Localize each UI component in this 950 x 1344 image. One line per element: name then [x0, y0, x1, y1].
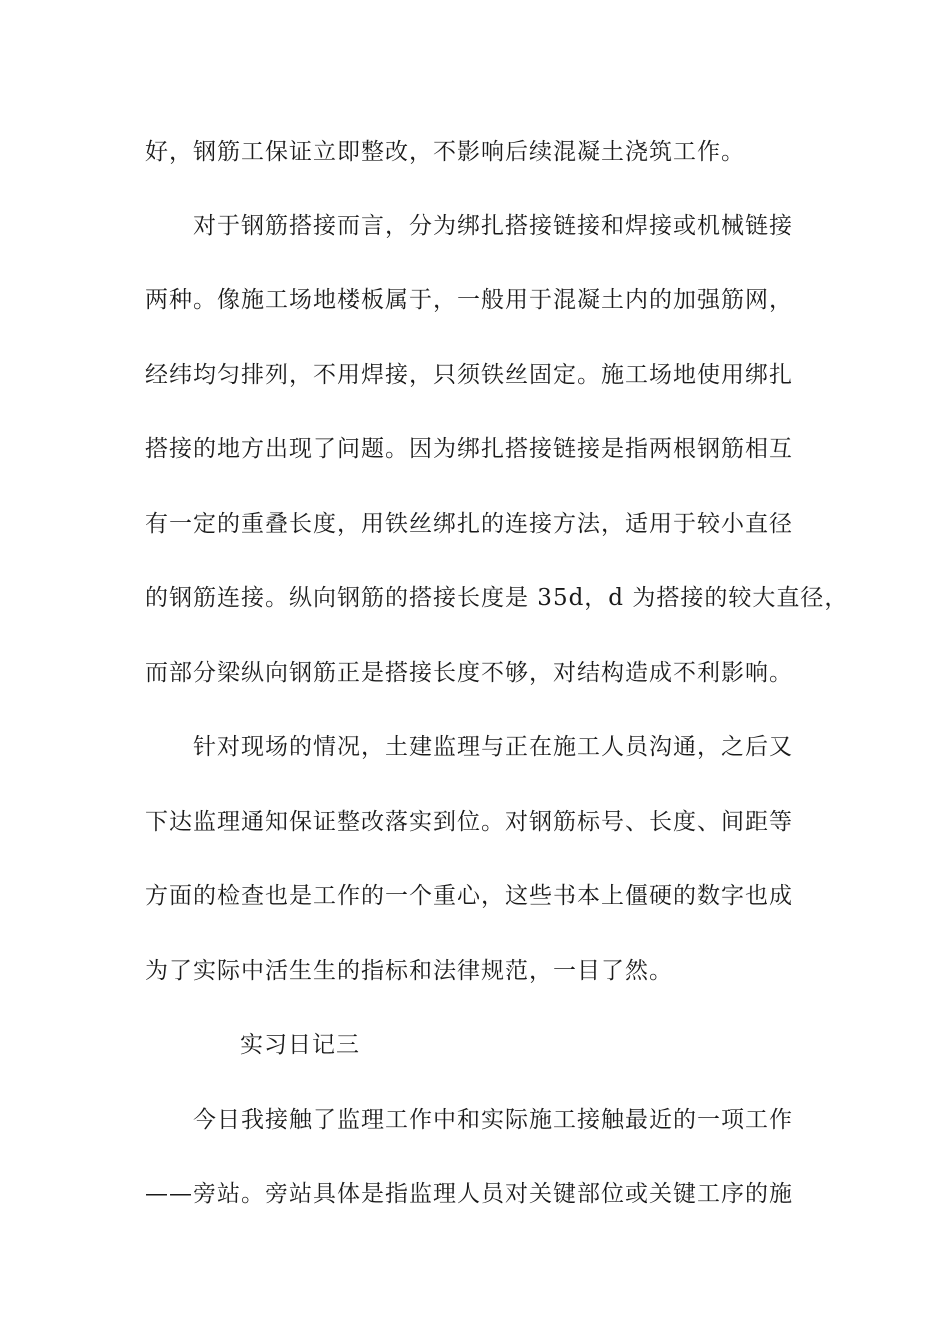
- paragraph-line: 有一定的重叠长度，用铁丝绑扎的连接方法，适用于较小直径: [145, 511, 793, 537]
- paragraph-line: 对于钢筋搭接而言，分为绑扎搭接链接和焊接或机械链接: [193, 213, 793, 239]
- paragraph-line: 针对现场的情况，土建监理与正在施工人员沟通，之后又: [193, 734, 793, 760]
- paragraph-line: 的钢筋连接。纵向钢筋的搭接长度是 35d，d 为搭接的较大直径，: [145, 585, 849, 611]
- paragraph-line: 而部分梁纵向钢筋正是搭接长度不够，对结构造成不利影响。: [145, 660, 793, 686]
- paragraph-line: 为了实际中活生生的指标和法律规范，一目了然。: [145, 958, 673, 984]
- paragraph-line: ——旁站。旁站具体是指监理人员对关键部位或关键工序的施: [145, 1181, 793, 1207]
- paragraph-line: 下达监理通知保证整改落实到位。对钢筋标号、长度、间距等: [145, 809, 793, 835]
- paragraph-line: 今日我接触了监理工作中和实际施工接触最近的一项工作: [193, 1107, 793, 1133]
- paragraph-line: 两种。像施工场地楼板属于，一般用于混凝土内的加强筋网，: [145, 287, 793, 313]
- paragraph-line: 经纬均匀排列，不用焊接，只须铁丝固定。施工场地使用绑扎: [145, 362, 793, 388]
- section-heading: 实习日记三: [240, 1032, 360, 1058]
- paragraph-line: 搭接的地方出现了问题。因为绑扎搭接链接是指两根钢筋相互: [145, 436, 793, 462]
- paragraph-line: 好，钢筋工保证立即整改，不影响后续混凝土浇筑工作。: [145, 139, 745, 165]
- paragraph-line: 方面的检查也是工作的一个重心，这些书本上僵硬的数字也成: [145, 883, 793, 909]
